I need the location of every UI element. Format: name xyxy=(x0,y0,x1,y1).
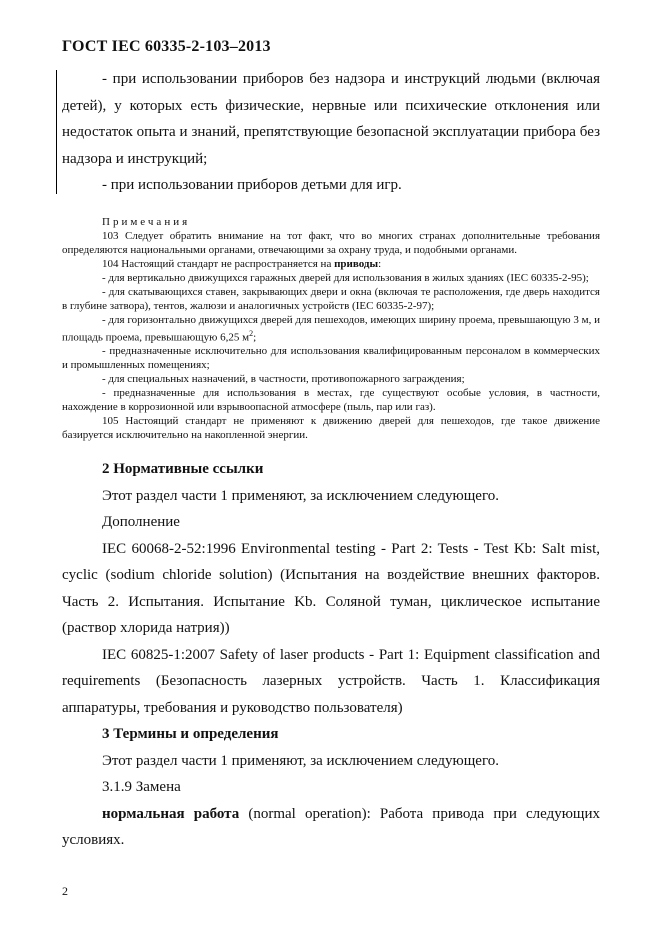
section-2-heading: 2 Нормативные ссылки xyxy=(102,461,264,478)
note-103: 103 Следует обратить внимание на тот факт, что во многих странах дополнительные требования определяются национальными органами, отвечающими за охрану труда, и подобными органами. xyxy=(62,229,600,256)
note-104: 104 Настоящий стандарт не распространяется на приводы: xyxy=(102,257,382,270)
notes-title: Примечания xyxy=(102,215,191,228)
note-104-item: - для горизонтально движущихся дверей для пешеходов, имеющих ширину проема, превышающую 3 м, и площадь проема, превышающую 6,25 $м^2$; xyxy=(62,313,600,344)
note-104-item: - для специальных назначений, в частности, противопожарного заграждения; xyxy=(102,373,465,386)
section-3-paragraph: Этот раздел части 1 применяют, за исключением следующего. xyxy=(102,752,499,769)
section-3-definition: нормальная работа (normal operation): Работа привода при следующих условиях. xyxy=(62,805,601,849)
note-104-item: - для вертикально движущихся гаражных дверей для использования в жилых зданиях (IEC 60335-2-95); xyxy=(102,271,589,284)
section-2-paragraph: Дополнение xyxy=(102,514,180,531)
note-104-item: - предназначенные исключительно для использования квалифицированным персоналом в коммерческих и промышленных помещениях; xyxy=(62,345,600,372)
intro-paragraph-1: - при использовании приборов без надзора и инструкций людьми (включая детей), у которых есть физические, нервные или психические отклонения или недостаток опыта и знаний, препятствующие безопасной эксплуатации прибора без надзора и инструкций; xyxy=(62,71,600,167)
defined-term: нормальная работа xyxy=(102,805,240,822)
section-2-paragraph: Этот раздел части 1 применяют, за исключением следующего. xyxy=(102,487,499,504)
page-number: 2 xyxy=(62,884,68,898)
change-bar xyxy=(56,70,57,194)
note-105: 105 Настоящий стандарт не применяют к движению дверей для пешеходов, где такое движение базируется исключительно на накопленной энергии. xyxy=(62,415,600,442)
document-header: ГОСТ IEC 60335-2-103–2013 xyxy=(62,38,271,55)
note-104-item: - для скатывающихся ставен, закрывающих двери и окна (включая те расположения, где дверь находится в глубине затвора), тентов, жалюзи и аналогичных устройств (IEC 60335-2-97); xyxy=(62,285,600,312)
intro-paragraph-2: - при использовании приборов детьми для игр. xyxy=(102,177,402,193)
note-104-item: - предназначенные для использования в местах, где существуют особые условия, в частности, нахождение в коррозионной или взрывоопасной атмосфере (пыль, пар или газ). xyxy=(62,387,600,414)
page-body xyxy=(62,66,600,854)
section-3-heading: 3 Термины и определения xyxy=(102,726,279,743)
section-2-reference: IEC 60825-1:2007 Safety of laser products - Part 1: Equipment classification and requirements (Безопасность лазерных устройств. Часть 1. Классификация аппаратуры, требования и руководство пользователя) xyxy=(62,646,600,716)
section-2-reference: IEC 60068-2-52:1996 Environmental testing - Part 2: Tests - Test Kb: Salt mist, cyclic (sodium chloride solution) (Испытания на воздействие внешних факторов. Часть 2. Испытания. Испытание Kb. Соляной туман, циклическое испытание (раствор хлорида натрия)) xyxy=(62,540,600,637)
section-3-subclause: 3.1.9 Замена xyxy=(102,779,181,796)
